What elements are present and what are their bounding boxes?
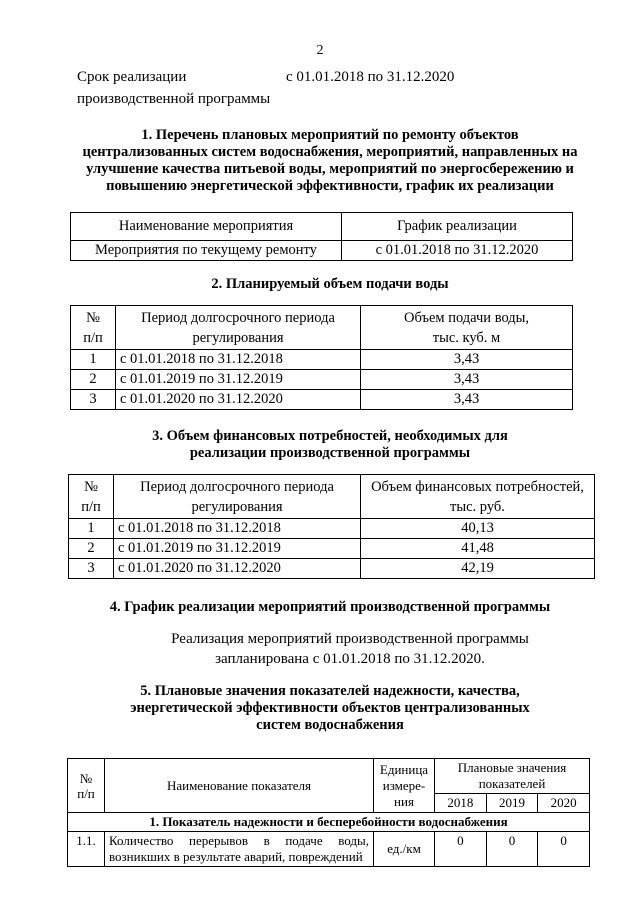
header-unit-line: Единица	[379, 761, 429, 777]
header-year: 2020	[538, 794, 590, 813]
header-unit-line: ния	[394, 793, 414, 809]
row-period: с 01.01.2020 по 31.12.2020	[116, 390, 361, 410]
section5-heading-line: 5. Плановые значения показателей надежности, качества,	[140, 683, 520, 699]
row-indicator-name-line: Количество перерывов в подаче воды,	[109, 833, 369, 848]
financial-needs-table	[68, 474, 595, 579]
period-label-line1: Срок реализации	[77, 69, 187, 85]
header-unit-line: измере-	[382, 777, 426, 793]
section1-heading	[60, 127, 600, 195]
row-volume: 3,43	[361, 350, 573, 370]
header-financial	[361, 475, 595, 519]
activity-name-cell: Мероприятия по текущему ремонту	[71, 241, 342, 261]
header-period-line: Период долгосрочного периода	[141, 309, 335, 326]
header-number	[69, 475, 114, 519]
table-header-row	[71, 213, 573, 241]
header-volume-line: тыс. куб. м	[432, 329, 501, 346]
header-number-line: п/п	[83, 329, 103, 346]
header-number-line: №	[79, 770, 93, 786]
row-period: с 01.01.2018 по 31.12.2018	[114, 519, 361, 539]
row-number: 1.1.	[68, 832, 105, 867]
row-indicator-name-line: возникших в результате аварий, повреждений	[109, 849, 363, 864]
header-number	[71, 306, 116, 350]
row-number: 3	[71, 390, 116, 410]
activities-table	[70, 212, 573, 261]
section2-heading: 2. Планируемый объем подачи воды	[211, 276, 449, 292]
header-planned-values	[435, 759, 590, 794]
group-heading-reliability: 1. Показатель надежности и бесперебойности водоснабжения	[68, 813, 590, 832]
water-supply-table	[70, 305, 573, 410]
header-number-line: п/п	[81, 498, 101, 515]
row-amount: 40,13	[361, 519, 595, 539]
table-row	[69, 539, 595, 559]
table-group-row	[68, 813, 590, 832]
row-number: 3	[69, 559, 114, 579]
table-header-row	[69, 475, 595, 519]
header-planned-line: показателей	[478, 776, 546, 791]
header-period	[116, 306, 361, 350]
header-schedule: График реализации	[342, 213, 573, 241]
period-label-line2: производственной программы	[77, 91, 271, 107]
table-header-row	[71, 306, 573, 350]
table-row	[71, 370, 573, 390]
row-unit: ед./км	[374, 832, 435, 867]
schedule-cell: с 01.01.2018 по 31.12.2020	[342, 241, 573, 261]
period-label	[77, 66, 270, 110]
header-period	[114, 475, 361, 519]
row-number: 2	[71, 370, 116, 390]
header-period-line: Период долгосрочного периода	[140, 478, 334, 495]
header-volume-line: Объем подачи воды,	[403, 309, 530, 326]
header-number-line: №	[84, 478, 98, 495]
row-amount: 42,19	[361, 559, 595, 579]
section4-text-line: запланирована с 01.01.2018 по 31.12.2020.	[215, 651, 485, 667]
indicators-table	[67, 758, 590, 867]
section4-text	[120, 629, 580, 669]
table-row	[69, 559, 595, 579]
header-indicator-name: Наименование показателя	[105, 759, 374, 813]
header-year: 2019	[486, 794, 538, 813]
page-number: 2	[316, 43, 324, 58]
section3-heading-line: реализации производственной программы	[189, 445, 471, 461]
row-period: с 01.01.2018 по 31.12.2018	[116, 350, 361, 370]
row-volume: 3,43	[361, 390, 573, 410]
row-amount: 41,48	[361, 539, 595, 559]
row-volume: 3,43	[361, 370, 573, 390]
row-number: 2	[69, 539, 114, 559]
section1-heading-line: улучшение качества питьевой воды, мероприятий по энергосбережению и	[86, 161, 574, 177]
section5-heading-line: систем водоснабжения	[256, 717, 404, 733]
row-period: с 01.01.2019 по 31.12.2019	[114, 539, 361, 559]
section4-text-line: Реализация мероприятий производственной программы	[171, 631, 529, 647]
header-planned-line: Плановые значения	[457, 760, 567, 775]
row-indicator-name	[105, 832, 374, 867]
section4-heading: 4. График реализации мероприятий производственной программы	[109, 599, 551, 615]
section5-heading-line: энергетической эффективности объектов централизованных	[130, 700, 530, 716]
section1-heading-line: 1. Перечень плановых мероприятий по ремонту объектов	[141, 127, 519, 143]
row-value: 0	[435, 832, 487, 867]
header-volume	[361, 306, 573, 350]
header-unit	[374, 759, 435, 813]
header-year: 2018	[435, 794, 487, 813]
row-number: 1	[69, 519, 114, 539]
header-period-line: регулирования	[192, 329, 284, 346]
header-number	[68, 759, 105, 813]
table-row	[71, 390, 573, 410]
header-activity-name: Наименование мероприятия	[71, 213, 342, 241]
row-period: с 01.01.2019 по 31.12.2019	[116, 370, 361, 390]
section5-heading	[60, 683, 600, 734]
header-financial-line: тыс. руб.	[450, 498, 505, 515]
section3-heading-line: 3. Объем финансовых потребностей, необходимых для	[152, 428, 508, 444]
row-value: 0	[538, 832, 590, 867]
row-period: с 01.01.2020 по 31.12.2020	[114, 559, 361, 579]
row-value: 0	[486, 832, 538, 867]
header-number-line: №	[86, 309, 100, 326]
table-header-row	[68, 759, 590, 777]
table-row	[71, 241, 573, 261]
header-period-line: регулирования	[191, 498, 283, 515]
section1-heading-line: повышению энергетической эффективности, график их реализации	[106, 178, 554, 194]
table-row	[68, 832, 590, 867]
period-value: с 01.01.2018 по 31.12.2020	[286, 69, 455, 85]
row-number: 1	[71, 350, 116, 370]
table-row	[69, 519, 595, 539]
header-number-line: п/п	[77, 785, 95, 801]
section3-heading	[60, 428, 600, 462]
header-financial-line: Объем финансовых потребностей,	[371, 478, 584, 495]
section1-heading-line: централизованных систем водоснабжения, мероприятий, направленных на	[82, 144, 578, 160]
table-row	[71, 350, 573, 370]
